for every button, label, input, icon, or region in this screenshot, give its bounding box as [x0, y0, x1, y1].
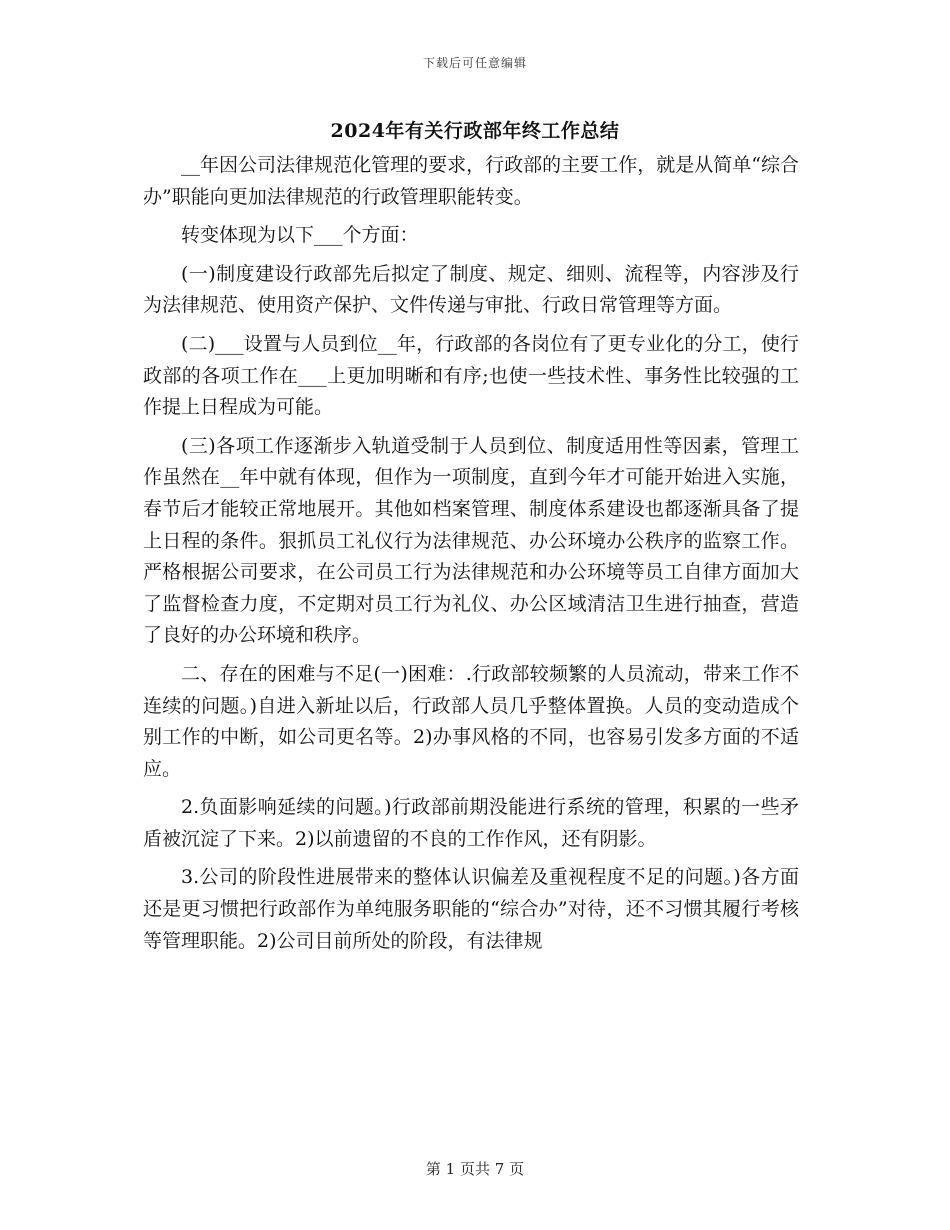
- document-title: 2024年有关行政部年终工作总结: [330, 120, 620, 142]
- page-footer: 第 1 页共 7 页: [425, 1160, 525, 1178]
- paragraph: 转变体现为以下___个方面：: [181, 224, 419, 247]
- document-body: [143, 150, 799, 964]
- paragraph: __年因公司法律规范化管理的要求，行政部的主要工作，就是从简单“综合办”职能向更加法律规范的行政管理职能转变。: [143, 154, 799, 208]
- paragraph: (三)各项工作逐渐步入轨道受制于人员到位、制度适用性等因素，管理工作虽然在__年中就有体现，但作为一项制度，直到今年才可能开始进入实施，春节后才能较正常地展开。其他如档案管理、制度体系建设也都逐渐具备了提上日程的条件。狠抓员工礼仪行为法律规范、办公环境办公秩序的监察工作。严格根据公司要求，在公司员工行为法律规范和办公环境等员工自律方面加大了监督检查力度，不定期对员工行为礼仪、办公区域清洁卫生进行抽查，营造了良好的办公环境和秩序。: [143, 434, 799, 647]
- paragraph: 2.负面影响延续的问题。)行政部前期没能进行系统的管理，积累的一些矛盾被沉淀了下来。2)以前遗留的不良的工作作风，还有阴影。: [143, 796, 799, 850]
- paragraph: 二、存在的困难与不足(一)困难：.行政部较频繁的人员流动，带来工作不连续的问题。)自进入新址以后，行政部人员几乎整体置换。人员的变动造成个别工作的中断，如公司更名等。2)办事风格的不同，也容易引发多方面的不适应。: [143, 662, 799, 780]
- paragraph: 3.公司的阶段性进展带来的整体认识偏差及重视程度不足的问题。)各方面还是更习惯把行政部作为单纯服务职能的“综合办”对待，还不习惯其履行考核等管理职能。2)公司目前所处的阶段，有法律规: [143, 866, 799, 952]
- paragraph: (二)___设置与人员到位__年，行政部的各岗位有了更专业化的分工，使行政部的各项工作在___上更加明晰和有序;也使一些技术性、事务性比较强的工作提上日程成为可能。: [143, 332, 799, 419]
- header-note: 下载后可任意编辑: [422, 56, 527, 70]
- paragraph: (一)制度建设行政部先后拟定了制度、规定、细则、流程等，内容涉及行为法律规范、使用资产保护、文件传递与审批、行政日常管理等方面。: [143, 262, 799, 317]
